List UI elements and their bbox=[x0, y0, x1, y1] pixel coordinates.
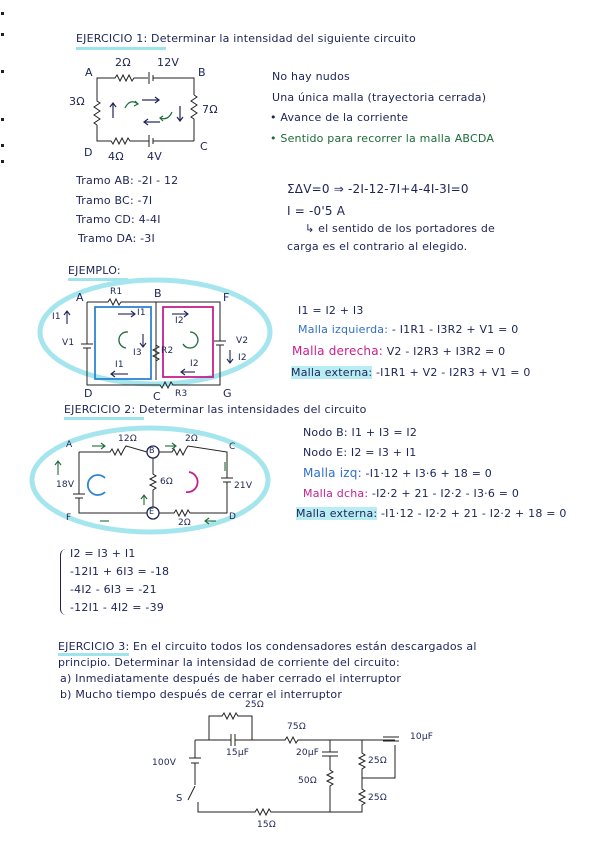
ej2-r-bc: 2Ω bbox=[185, 434, 199, 444]
ej1-node-b: B bbox=[198, 66, 206, 79]
ej3-line-2: principio. Determinar la intensidad de corriente del circuito: bbox=[58, 656, 400, 669]
ej2-eq-right-mesh-text: -I2·2 + 21 - I2·2 - I3·6 = 0 bbox=[368, 487, 520, 500]
ej1-title-text: EJERCICIO 1: Determinar la intensidad del siguiente circuito bbox=[76, 32, 416, 45]
ej3-r15: 15Ω bbox=[257, 820, 276, 830]
ej2-eq-left-mesh-text: -I1·12 + I3·6 + 18 = 0 bbox=[361, 467, 493, 480]
ejemplo-i1-bottom: I1 bbox=[115, 360, 124, 370]
ejemplo-eq-right-mesh-text: V2 - I2R3 + I3R2 = 0 bbox=[383, 345, 506, 358]
ejemplo-v2: V2 bbox=[236, 336, 249, 346]
ej2-node-b: B bbox=[149, 446, 155, 455]
ej3-c15: 15µF bbox=[226, 748, 250, 758]
ej2-eq-external-mesh-text: -I1·12 - I2·2 + 21 - I2·2 + 18 = 0 bbox=[377, 507, 567, 520]
ej2-v-left: 18V bbox=[56, 480, 75, 490]
ej3-r25-top: 25Ω bbox=[245, 700, 264, 710]
ej1-note-3: • Avance de la corriente bbox=[270, 111, 409, 124]
ej1-sum-equation: ΣΔV=0 ⇒ -2I-12-7I+4-4I-3I=0 bbox=[287, 182, 469, 196]
ej2-node-f: F bbox=[66, 513, 72, 523]
ej1-node-a: A bbox=[85, 66, 93, 79]
ejemplo-node-a: A bbox=[76, 291, 84, 304]
ej2-r-ed: 2Ω bbox=[178, 518, 192, 528]
ej2-title: EJERCICIO 2: Determinar las intensidades del circuito bbox=[64, 403, 367, 416]
ej2-system-eq-1: I2 = I3 + I1 bbox=[70, 547, 136, 560]
ej1-node-d: D bbox=[84, 146, 93, 159]
ej3-r50: 50Ω bbox=[298, 776, 317, 786]
ejemplo-node-g: G bbox=[223, 387, 232, 400]
ej2-eq-right-mesh-label: Malla dcha: bbox=[303, 487, 369, 500]
ej1-tramo-da: Tramo DA: -3I bbox=[78, 232, 155, 245]
ej1-tramo-cd: Tramo CD: 4-4I bbox=[76, 213, 161, 226]
ej2-node-d: D bbox=[229, 512, 237, 522]
ejemplo-node-d: D bbox=[84, 387, 93, 400]
ejemplo-i2-top: I2 bbox=[175, 316, 184, 326]
ejemplo-eq-left-mesh-text: - I1R1 - I3R2 + V1 = 0 bbox=[388, 323, 519, 336]
ej1-result-note-2: carga es el contrario al elegido. bbox=[287, 240, 468, 253]
ej1-node-c: C bbox=[200, 140, 208, 153]
ej1-r-top: 2Ω bbox=[115, 56, 131, 69]
ej3-switch: S bbox=[176, 793, 183, 804]
ej3-c20: 20µF bbox=[296, 748, 320, 758]
ej2-r-be: 6Ω bbox=[160, 477, 174, 487]
ej1-result: I = -0'5 A bbox=[287, 204, 346, 218]
ej3-voltage: 100V bbox=[152, 758, 177, 768]
ej3-r25-a: 25Ω bbox=[368, 756, 387, 766]
ej2-r-ab: 12Ω bbox=[118, 434, 137, 444]
ej1-v-top: 12V bbox=[157, 56, 180, 69]
ej3-r75: 75Ω bbox=[287, 722, 306, 732]
ej3-c10: 10µF bbox=[410, 732, 434, 742]
ejemplo-r3: R3 bbox=[175, 389, 188, 399]
ej1-r-bottom: 4Ω bbox=[108, 150, 124, 163]
ej2-eq-node-e-label: Nodo E: bbox=[303, 446, 348, 459]
ej2-node-e: E bbox=[149, 507, 155, 516]
ej2-system-eq-4: -12I1 - 4I2 = -39 bbox=[70, 601, 164, 614]
ej2-eq-left-mesh-label: Malla izq: bbox=[303, 466, 362, 480]
ej2-system-eq-3: -4I2 - 6I3 = -21 bbox=[70, 583, 157, 596]
ej1-note-4: • Sentido para recorrer la malla ABCDA bbox=[270, 132, 495, 145]
ej2-eq-node-b-text: I1 + I3 = I2 bbox=[347, 426, 418, 439]
ejemplo-i2-right: I2 bbox=[238, 353, 247, 363]
ej3-line-1-text: En el circuito todos los condensadores están descargados al bbox=[129, 640, 477, 653]
ej1-tramo-ab: Tramo AB: -2I - 12 bbox=[76, 174, 179, 187]
ej3-r25-b: 25Ω bbox=[368, 793, 387, 803]
ej1-note-2: Una única malla (trayectoria cerrada) bbox=[272, 91, 487, 104]
ejemplo-eq-left-mesh-label: Malla izquierda: bbox=[298, 323, 389, 336]
ej1-r-left: 3Ω bbox=[69, 95, 85, 108]
ej2-system-eq-2: -12I1 + 6I3 = -18 bbox=[70, 565, 170, 578]
ejemplo-eq-node-text: I1 = I2 + I3 bbox=[298, 304, 364, 317]
ej2-node-a: A bbox=[66, 440, 73, 450]
ej3-question-a: a) Inmediatamente después de haber cerrado el interruptor bbox=[60, 672, 402, 685]
ejemplo-i1-left: I1 bbox=[52, 312, 61, 322]
ejemplo-i3: I3 bbox=[133, 348, 142, 358]
ej1-note-1: No hay nudos bbox=[272, 70, 350, 83]
ejemplo-node-f: F bbox=[223, 291, 230, 304]
ej2-eq-node-e-text: I2 = I3 + I1 bbox=[347, 446, 417, 459]
ejemplo-eq-right-mesh-label: Malla derecha: bbox=[292, 344, 383, 358]
ejemplo-i1-top: I1 bbox=[137, 308, 146, 318]
ej2-eq-node-b-label: Nodo B: bbox=[303, 426, 348, 439]
ej3-question-b: b) Mucho tiempo después de cerrar el interruptor bbox=[60, 688, 343, 701]
ej2-v-right: 21V bbox=[234, 481, 253, 491]
ejemplo-node-b: B bbox=[154, 287, 162, 300]
ej1-result-note-1: ↳ el sentido de los portadores de bbox=[305, 222, 495, 235]
ejemplo-r1: R1 bbox=[110, 287, 123, 297]
ej3-title: EJERCICIO 3: bbox=[58, 640, 129, 656]
ejemplo-eq-external-mesh-label: Malla externa: bbox=[291, 366, 373, 379]
ej1-tramo-bc: Tramo BC: -7I bbox=[76, 194, 153, 207]
ej1-v-bottom: 4V bbox=[147, 150, 162, 163]
ej2-eq-external-mesh-label: Malla externa: bbox=[296, 507, 378, 520]
ejemplo-node-c: C bbox=[153, 390, 161, 403]
ejemplo-v1: V1 bbox=[62, 338, 75, 348]
ej2-node-c: C bbox=[229, 442, 236, 452]
ej1-r-right: 7Ω bbox=[202, 103, 218, 116]
ejemplo-eq-external-mesh-text: -I1R1 + V2 - I2R3 + V1 = 0 bbox=[372, 366, 531, 379]
ejemplo-title: EJEMPLO: bbox=[68, 264, 121, 277]
ejemplo-r2: R2 bbox=[161, 346, 174, 356]
ejemplo-i2-bottom: I2 bbox=[190, 359, 199, 369]
